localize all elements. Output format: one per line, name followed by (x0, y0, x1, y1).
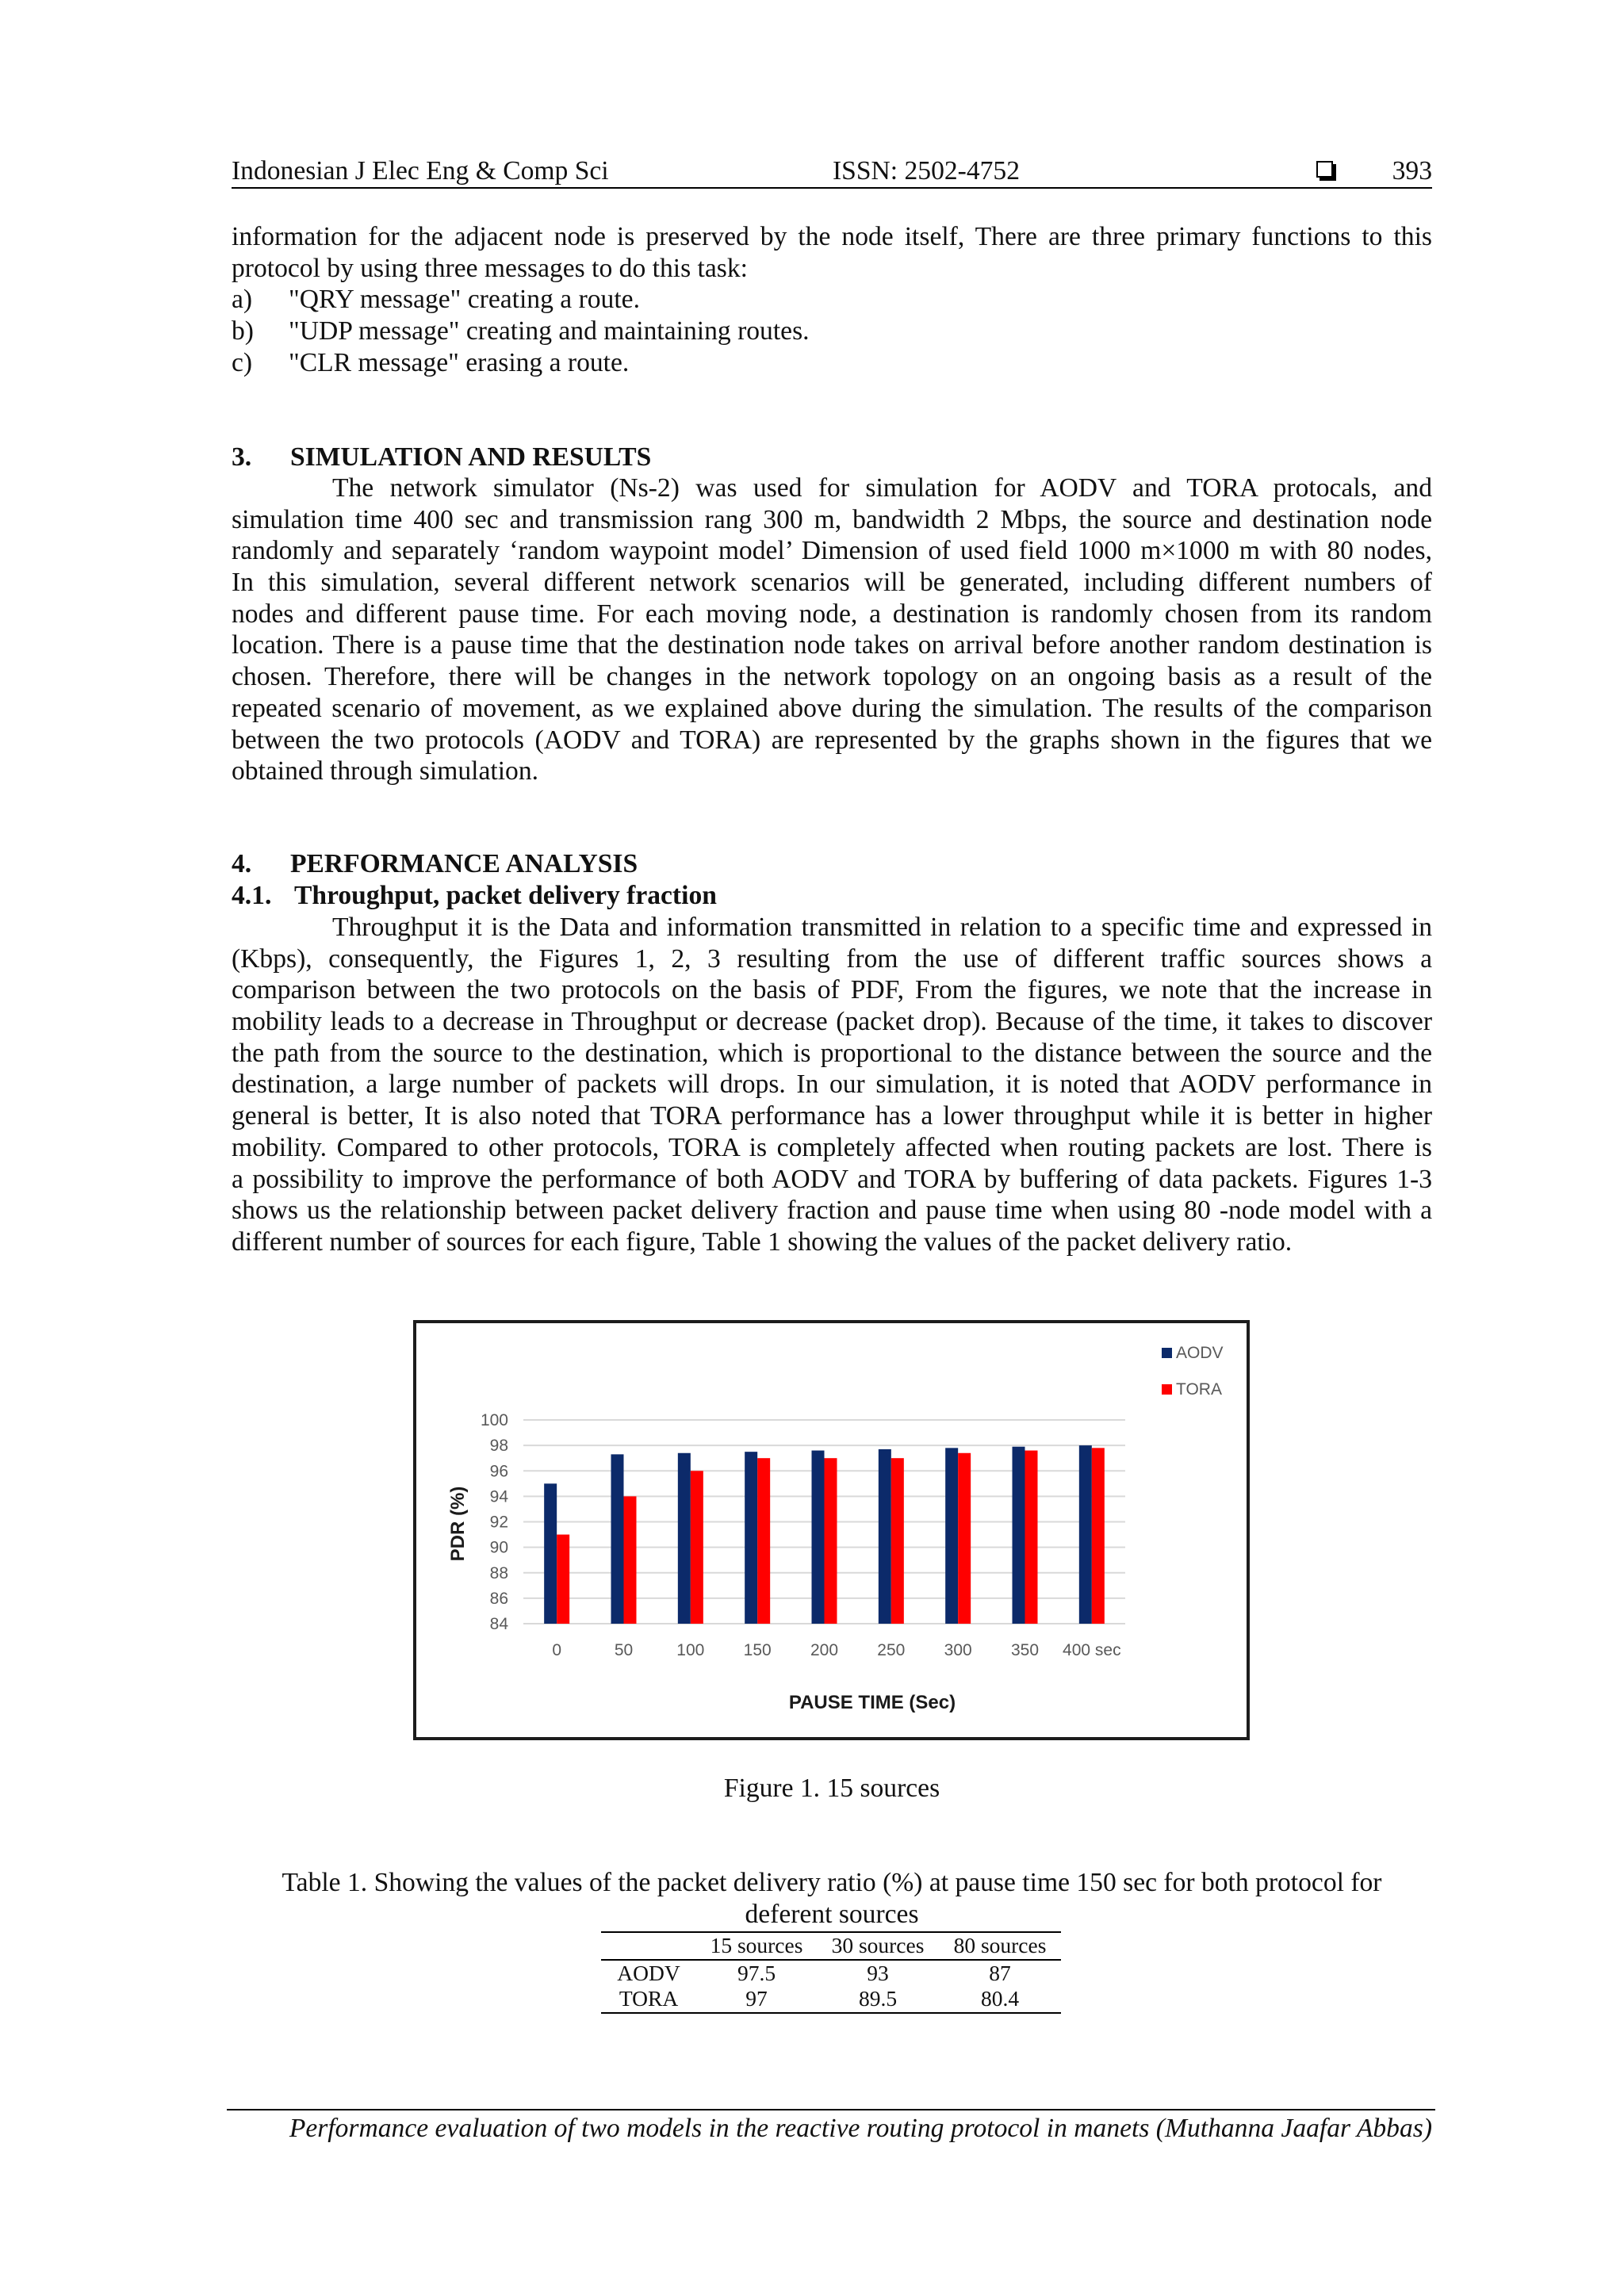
intro-paragraph (232, 221, 1432, 378)
x-axis-title: PAUSE TIME (Sec) (788, 1692, 956, 1713)
tora-bar (624, 1496, 637, 1624)
issn: ISSN: 2502-4752 (833, 156, 1020, 186)
table-cell: TORA (619, 1986, 679, 2011)
y-tick-label: 98 (489, 1437, 508, 1456)
aodv-bar (945, 1448, 958, 1624)
figure-1-chart (413, 1320, 1250, 1740)
x-tick-label: 0 (552, 1641, 562, 1659)
text-line: randomly and separately ‘random waypoint model’ Dimension of used field 1000 m×1000 m with 80 nodes, (232, 536, 1432, 566)
table-caption-line: Table 1. Showing the values of the packet delivery ratio (%) at pause time 150 sec for both protocol for (282, 1868, 1382, 1897)
text-line: nodes and different pause time. For each moving node, a destination is randomly chosen from its random (232, 599, 1432, 629)
subsection-heading (232, 880, 1432, 912)
aodv-bar (879, 1449, 891, 1624)
running-header (232, 155, 1432, 189)
footer-divider (227, 2109, 1435, 2110)
table-header-cell: 30 sources (831, 1933, 925, 1957)
tora-bar (958, 1453, 971, 1624)
legend-label: AODV (1176, 1344, 1224, 1362)
table-cell: 97 (745, 1986, 768, 2011)
table-header-cell: 15 sources (710, 1933, 803, 1957)
aodv-bar (812, 1451, 825, 1624)
text-line: location. There is a pause time that the destination node takes on arrival before another random destination is (232, 630, 1432, 660)
subsection-title: Throughput, packet delivery fraction (294, 881, 717, 910)
section-heading (232, 442, 1432, 473)
text-line: between the two protocols (AODV and TORA) are represented by the graphs shown in the figures that we (232, 725, 1432, 755)
list-item (232, 347, 1432, 379)
text-line: a possibility to improve the performance of both AODV and TORA by buffering of data packets. Figures 1-3 (232, 1164, 1432, 1194)
x-tick-label: 250 (877, 1641, 906, 1659)
section-title: SIMULATION AND RESULTS (290, 442, 652, 472)
table-cell: 97.5 (737, 1960, 776, 1985)
list-item (232, 316, 1432, 347)
x-tick-label: 50 (614, 1641, 634, 1659)
section-title: PERFORMANCE ANALYSIS (290, 849, 638, 878)
section3-paragraph (232, 473, 1432, 787)
figure-caption: Figure 1. 15 sources (723, 1774, 940, 1803)
section-number: 4. (232, 849, 252, 878)
legend-swatch-aodv (1162, 1348, 1172, 1358)
table-cell: 87 (989, 1960, 1011, 1985)
y-tick-label: 86 (489, 1589, 508, 1608)
aodv-bar (544, 1483, 557, 1624)
table-caption-line: deferent sources (745, 1900, 919, 1929)
aodv-bar (1079, 1445, 1092, 1624)
legend-swatch-tora (1162, 1384, 1172, 1395)
running-footer: Performance evaluation of two models in the reactive routing protocol in manets (Muthanna Jaafar Abbas) (289, 2114, 1432, 2143)
section4-1-paragraph (232, 912, 1432, 1258)
page-number: 393 (1392, 156, 1432, 186)
y-tick-label: 92 (489, 1513, 508, 1532)
y-tick-label: 84 (489, 1615, 508, 1633)
legend-label: TORA (1176, 1380, 1222, 1399)
list-marker: a) (232, 285, 253, 315)
y-axis-title: PDR (%) (447, 1486, 469, 1562)
y-tick-label: 88 (489, 1563, 508, 1582)
table-row (601, 1986, 1061, 2013)
tora-bar (757, 1458, 770, 1624)
x-tick-label: 350 (1010, 1641, 1040, 1659)
text-line: comparison between the two protocols on the basis of PDF, From the figures, we note that the increase in (232, 975, 1432, 1005)
text-line: mobility. Compared to other protocols, TORA is completely affected when routing packets are lost. There is (232, 1132, 1432, 1162)
pdr-table (601, 1931, 1061, 2014)
aodv-bar (678, 1453, 691, 1624)
bar-chart (416, 1323, 1247, 1737)
text-line: obtained through simulation. (232, 756, 539, 786)
table-cell: 80.4 (980, 1986, 1020, 2011)
text-line: general is better, It is also noted that TORA performance has a lower throughput while it is better in higher (232, 1101, 1432, 1131)
aodv-bar (611, 1454, 624, 1624)
tora-bar (557, 1535, 569, 1624)
tora-bar (691, 1471, 703, 1624)
text-line: repeated scenario of movement, as we explained above during the simulation. The results of the comparison (232, 693, 1432, 723)
text-line: mobility leads to a decrease in Throughput or decrease (packet drop). Because of the time, it takes to discover (232, 1007, 1432, 1037)
text-line: destination, a large number of packets will drops. In our simulation, it is noted that AODV performance in (232, 1070, 1432, 1100)
text-line: information for the adjacent node is preserved by the node itself, There are three primary functions to this (232, 222, 1432, 251)
text-line: shows us the relationship between packet delivery fraction and pause time when using 80 -node model with a (232, 1196, 1432, 1226)
table-header-cell: 80 sources (953, 1933, 1047, 1957)
table-cell: 93 (867, 1960, 889, 1985)
tora-bar (825, 1458, 837, 1624)
x-tick-label: 100 (676, 1641, 705, 1659)
x-tick-label: 200 (810, 1641, 839, 1659)
table-cell: 89.5 (858, 1986, 898, 2011)
x-tick-label: 150 (743, 1641, 772, 1659)
text-line: (Kbps), consequently, the Figures 1, 2, 3 resulting from the use of different traffic sources shows a (232, 943, 1432, 974)
tora-bar (891, 1458, 904, 1624)
tora-bar (1092, 1448, 1105, 1624)
table-header-cell (601, 1932, 696, 1960)
text-line: Throughput it is the Data and information transmitted in relation to a specific time and expressed in (332, 913, 1432, 942)
aodv-bar (1013, 1447, 1025, 1624)
y-tick-label: 90 (489, 1538, 508, 1557)
tora-bar (1025, 1451, 1038, 1624)
text-line: chosen. Therefore, there will be changes in the network topology on an ongoing basis as a result of the (232, 662, 1432, 692)
list-item (232, 284, 1432, 316)
list-marker: c) (232, 347, 253, 377)
text-line: The network simulator (Ns-2) was used for simulation for AODV and TORA protocals, and (332, 473, 1432, 503)
list-marker: b) (232, 316, 254, 346)
text-line: protocol by using three messages to do this task: (232, 253, 748, 283)
list-item-text: "QRY message" creating a route. (289, 285, 640, 315)
list-item-text: "CLR message" erasing a route. (289, 347, 630, 377)
x-tick-label: 300 (944, 1641, 972, 1659)
section-heading (232, 848, 1432, 880)
journal-name: Indonesian J Elec Eng & Comp Sci (232, 156, 609, 186)
y-tick-label: 96 (489, 1462, 508, 1481)
text-line: simulation time 400 sec and transmission rang 300 m, bandwidth 2 Mbps, the source and destination node (232, 504, 1432, 534)
table-cell: AODV (617, 1960, 680, 1985)
aodv-bar (745, 1452, 757, 1624)
square-bullet-icon (1316, 161, 1333, 178)
subsection-number: 4.1. (232, 881, 272, 910)
table-row (601, 1960, 1061, 1987)
section-number: 3. (232, 442, 252, 472)
x-tick-label: 400 sec (1063, 1641, 1121, 1659)
y-tick-label: 94 (489, 1487, 508, 1506)
text-line: In this simulation, several different network scenarios will be generated, including different numbers of (232, 568, 1432, 598)
list-item-text: "UDP message" creating and maintaining routes. (289, 316, 810, 346)
y-tick-label: 100 (480, 1411, 508, 1429)
text-line: the path from the source to the destination, which is proportional to the distance between the source and the (232, 1038, 1432, 1068)
table-header-row (601, 1932, 1061, 1960)
text-line: different number of sources for each figure, Table 1 showing the values of the packet delivery ratio. (232, 1226, 1293, 1257)
